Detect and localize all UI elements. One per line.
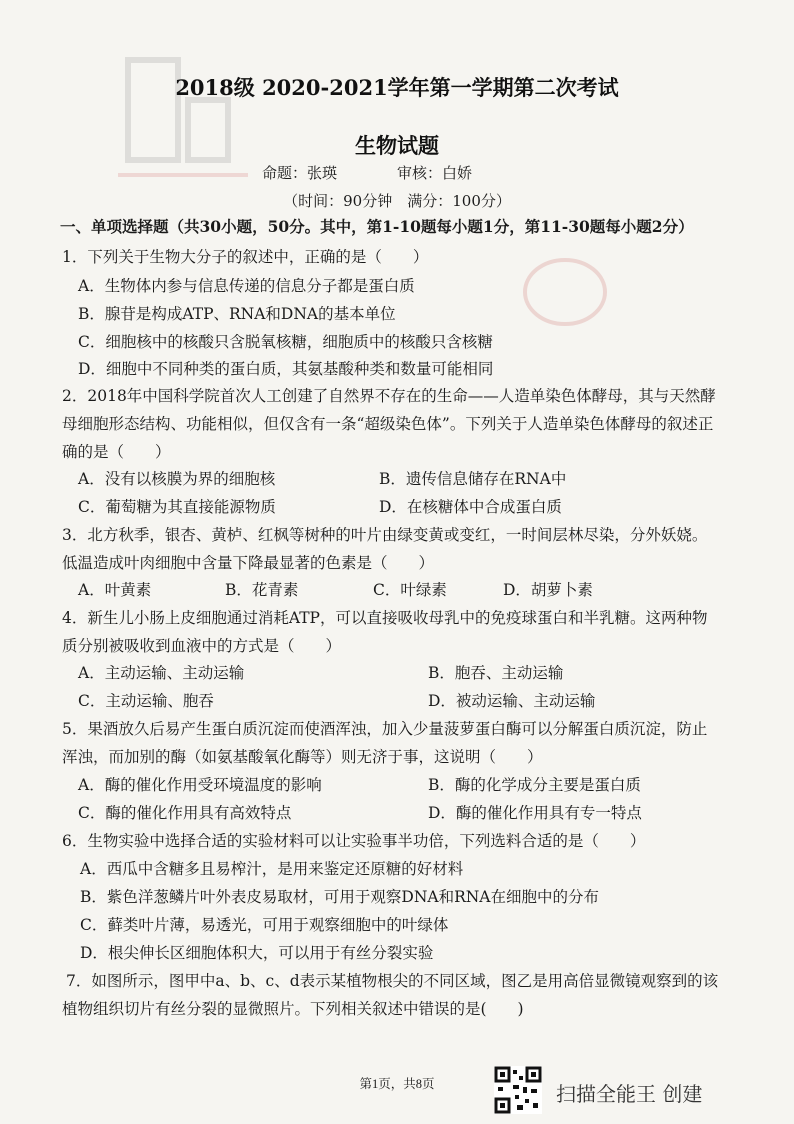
- q5-option-d: D．酶的催化作用具有专一特点: [428, 804, 642, 822]
- q2-option-a: A．没有以核膜为界的细胞核: [78, 470, 276, 488]
- question-3-stem-line2: 低温造成叶肉细胞中含量下降最显著的色素是（ ）: [62, 554, 435, 572]
- section-heading: 一、单项选择题（共30小题，50分。其中，第1-10题每小题1分，第11-30题每小题2分）: [60, 217, 694, 236]
- exam-title: 2018级 2020-2021学年第一学期第二次考试: [175, 75, 619, 100]
- author: 命题：张瑛: [262, 164, 338, 182]
- q3-option-a: A．叶黄素: [78, 581, 152, 599]
- time-score: （时间：90分钟 满分：100分）: [283, 192, 511, 210]
- question-5-stem-line2: 浑浊，而加别的酶（如氨基酸氧化酶等）则无济于事，这说明（ ）: [62, 748, 543, 766]
- question-2-stem-line2: 母细胞形态结构、功能相似，但仅含有一条“超级染色体”。下列关于人造单染色体酵母的叙述正: [62, 415, 714, 433]
- question-2-stem-line1: 2．2018年中国科学院首次人工创建了自然界不存在的生命——人造单染色体酵母，其与天然酵: [62, 387, 716, 405]
- question-2-stem-line3: 确的是（ ）: [62, 443, 171, 461]
- q6-option-d: D．根尖伸长区细胞体积大，可以用于有丝分裂实验: [80, 944, 434, 962]
- q3-option-c: C．叶绿素: [373, 581, 447, 599]
- question-6-stem: 6．生物实验中选择合适的实验材料可以让实验事半功倍，下列选料合适的是（ ）: [62, 832, 646, 850]
- q4-option-d: D．被动运输、主动运输: [428, 692, 596, 710]
- subject-title: 生物试题: [355, 133, 439, 158]
- q5-option-c: C．酶的催化作用具有高效特点: [78, 804, 292, 822]
- question-1-stem: 1．下列关于生物大分子的叙述中，正确的是（ ）: [62, 248, 429, 266]
- question-7-stem-line1: 7．如图所示，图甲中a、b、c、d表示某植物根尖的不同区域，图乙是用高倍显微镜观察到的该: [66, 972, 719, 990]
- question-7-stem-line2: 植物组织切片有丝分裂的显微照片。下列相关叙述中错误的是( ): [62, 1000, 524, 1018]
- question-4-stem-line1: 4．新生儿小肠上皮细胞通过消耗ATP，可以直接吸收母乳中的免疫球蛋白和半乳糖。这两种物: [62, 609, 708, 627]
- question-5-stem-line1: 5．果酒放久后易产生蛋白质沉淀而使酒浑浊，加入少量菠萝蛋白酶可以分解蛋白质沉淀，防止: [62, 720, 708, 738]
- q1-option-c: C．细胞核中的核酸只含脱氧核糖，细胞质中的核酸只含核糖: [78, 333, 493, 351]
- question-3-stem-line1: 3．北方秋季，银杏、黄栌、红枫等树种的叶片由绿变黄或变红，一时间层林尽染，分外妖娆。: [62, 526, 708, 544]
- q4-option-a: A．主动运输、主动运输: [78, 664, 245, 682]
- q6-option-a: A．西瓜中含糖多且易榨汁，是用来鉴定还原糖的好材料: [80, 860, 464, 878]
- q6-option-b: B．紫色洋葱鳞片叶外表皮易取材，可用于观察DNA和RNA在细胞中的分布: [80, 888, 600, 906]
- q4-option-b: B．胞吞、主动运输: [428, 664, 564, 682]
- q6-option-c: C．藓类叶片薄，易透光，可用于观察细胞中的叶绿体: [80, 916, 449, 934]
- q2-option-b: B．遗传信息储存在RNA中: [379, 470, 567, 488]
- scanner-watermark: 扫描全能王 创建: [556, 1082, 703, 1106]
- q1-option-d: D．细胞中不同种类的蛋白质，其氨基酸种类和数量可能相同: [78, 360, 494, 378]
- faded-seal-right: [520, 255, 610, 330]
- reviewer: 审核：白娇: [397, 164, 473, 182]
- q5-option-b: B．酶的化学成分主要是蛋白质: [428, 776, 641, 794]
- q1-option-b: B．腺苷是构成ATP、RNA和DNA的基本单位: [78, 305, 396, 323]
- q5-option-a: A．酶的催化作用受环境温度的影响: [78, 776, 322, 794]
- q2-option-d: D．在核糖体中合成蛋白质: [379, 498, 562, 516]
- q3-option-b: B．花青素: [225, 581, 299, 599]
- question-4-stem-line2: 质分别被吸收到血液中的方式是（ ）: [62, 637, 342, 655]
- faded-stamp-left: [118, 40, 248, 190]
- page-number: 第1页，共8页: [359, 1077, 435, 1091]
- q4-option-c: C．主动运输、胞吞: [78, 692, 214, 710]
- q3-option-d: D．胡萝卜素: [503, 581, 593, 599]
- q1-option-a: A．生物体内参与信息传递的信息分子都是蛋白质: [78, 277, 415, 295]
- author-reviewer-line: [262, 162, 472, 183]
- qr-code-icon: [494, 1066, 542, 1114]
- q2-option-c: C．葡萄糖为其直接能源物质: [78, 498, 276, 516]
